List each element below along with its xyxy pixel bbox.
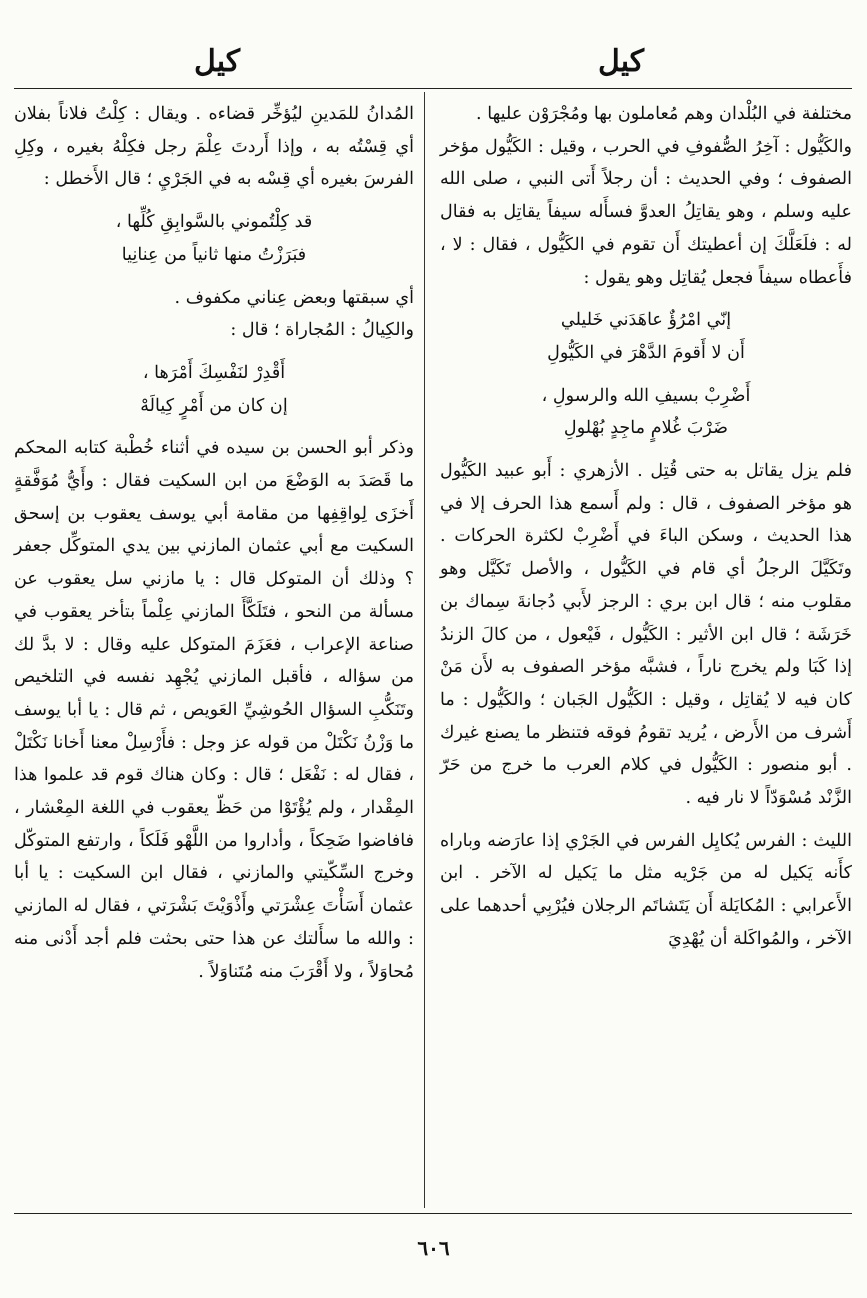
right-paragraph-3: فلم يزل يقاتل به حتى قُتِل . الأزهري : أَبو عبيد الكَيُّول هو مؤخر الصفوف ، قال : ولم أَسمع هذا الحرف إلا في هذا الحديث ، وسكن الباءَ في أَضْرِبْ لكثرة الحركات . وتَكَيَّلَ الرجلُ أي قام في الكَيُّول ، والأصل تَكَيَّل وهو مقلوب منه ؛ قال ابن بري : الرجز لأَبي دُجانةَ سِماك بن خَرَشَة ؛ قال ابن الأثير : الكَيُّول ، فَيْعول ، من كالَ الزندُ إذا كَبَا ولم يخرج ناراً ، فشبَّه مؤخر الصفوف به لأَن مَنْ كان فيه لا يُقاتِل ، وقيل : الكَيُّول الجَبان ؛ والكَيُّول : ما أَشرف من الأَرض ، يُريد تقومُ فوقه فتنظر ما يصنع غيرك . أبو منصور : الكَيُّول في كلام العرب ما خرج من حَرّ الزَّنْد مُسْوَدّاً لا نار فيه . [440,461,852,809]
left-paragraph-1: المُدانُ للمَدينِ ليُؤخِّر قضاءه . ويقال : كِلْتُ فلاناً بفلان أي قِسْتُه به ، وإذا أَردتَ عِلْمَ رجل فكِلْهُ بغيره ، وكِلِ الفرسَ بغيره أي قِسْه به في الجَرْيِ ؛ قال الأَخطل : [14,104,414,190]
left-verse-1b: فبَرَزْتُ منها ثانياً من عِنانِيا [121,244,307,265]
left-verse-2b: إن كان من أَمْرٍ كِيالَهْ [140,395,288,416]
right-column [440,98,852,956]
footer-rule [14,1213,852,1214]
running-header-left: كيل [194,44,241,79]
right-verse-2b: ضَرْبَ غُلامٍ ماجِدٍ بُهْلولِ [563,418,729,439]
right-paragraph-4: الليث : الفرس يُكايِل الفرس في الجَرْي إذا عارَضه وباراه كأَنه يَكيل له من جَرْيه مثل ما يَكيل له الآخر . ابن الأَعرابي : المُكايَلة أَن يَتَشاتَم الرجلان فيُرْبِي أحدهما على الآخر ، والمُواكَلة أن يُهْدِيَ [440,830,852,949]
left-column [14,98,414,988]
right-paragraph-2: والكَيُّول : آخِرُ الصُّفوفِ في الحرب ، وقيل : الكَيُّول مؤخر الصفوف ؛ وفي الحديث : أن رجلاً أَتى النبي ، صلى الله عليه وسلم ، وهو يقاتِلُ العدوَّ فسأَله سيفاً يقاتِل به فقال له : فلَعَلَّكَ إن أعطيتك أَن تقوم في الكَيُّول ، فقال : لا ، فأَعطاه سيفاً فجعل يُقاتِل وهو يقول : [440,136,852,288]
right-paragraph-1: مختلفة في البُلْدان وهم مُعاملون بها ومُجْرَوْن عليها . [476,104,852,124]
left-paragraph-3: والكِيالُ : المُجاراة ؛ قال : [230,320,414,341]
left-verse-1a: قد كِلْتُموني بالسَّوابِقِ كُلِّها ، [115,212,313,233]
running-header-right: كيل [598,44,645,79]
page-number: ٦٠٦ [417,1236,450,1260]
left-paragraph-2: أي سبقتها وبعض عِناني مكفوف . [174,287,414,308]
header-rule [14,88,852,89]
right-verse-1b: أَن لا أَقومَ الدَّهْرَ في الكَيُّولِ [547,342,745,363]
right-verse-2a: أَضْرِبْ بسيفِ الله والرسولِ ، [541,385,751,406]
left-paragraph-4: وذكر أبو الحسن بن سيده في أثناء خُطْبة كتابه المحكم ما قَصَدَ به الوَضْعَ من ابن السكيت فقال : وأَيُّ مُوَفَّقةٍ أَخزَى لِواقِفِها من مقامة أبي يوسف يعقوب بن إسحق السكيت مع أبي عثمان المازني بين يدي المتوكِّل جعفر ؟ وذلك أن المتوكل قال : يا مازني سل يعقوب عن مسألة من النحو ، فتَلَكَّأَ المازني عِلْماً بتأخر يعقوب في صناعة الإعراب ، فعَزَمَ المتوكل عليه وقال : لا بدَّ لك من سؤاله ، فأقبل المازني يُجْهِد نفسه في التلخيص وتَنَكُّبِ السؤال الحُوشِيِّ العَويص ، ثم قال : يا أبا يوسف ما وَزْنُ نَكْتَلْ من قوله عز وجل : فأَرْسِلْ معنا أَخانا نَكْتَلْ ، فقال له : نَفْعَل ؛ قال : وكان هناك قوم قد علموا هذا المِقْدار ، ولم يُؤْتَوْا من حَظّ يعقوب في اللغة المِعْشار ، فافاضوا ضَحِكاً ، وأداروا من اللَّهْو فَلَكاً ، وارتفع المتوكّل وخرج السِّكّيتي والمازني ، فقال ابن السكيت : يا أبا عثمان أَسَأْتَ عِشْرَتي وأَذْوَيْتَ بَشْرَتي ، فقال له المازني : والله ما سأَلتك عن هذا حتى بحثت فلم أجد أَدْنى منه مُحاوَلاً ، ولا أَقْرَبَ منه مُتَناوَلاً . [14,438,414,982]
left-verse-2a: أَقْدِرْ لنَفْسِكَ أَمْرَها ، [142,362,286,383]
right-verse-1a: إنّي امْرُؤٌ عاهَدَني خَليلي [560,310,732,331]
column-divider [424,92,425,1208]
